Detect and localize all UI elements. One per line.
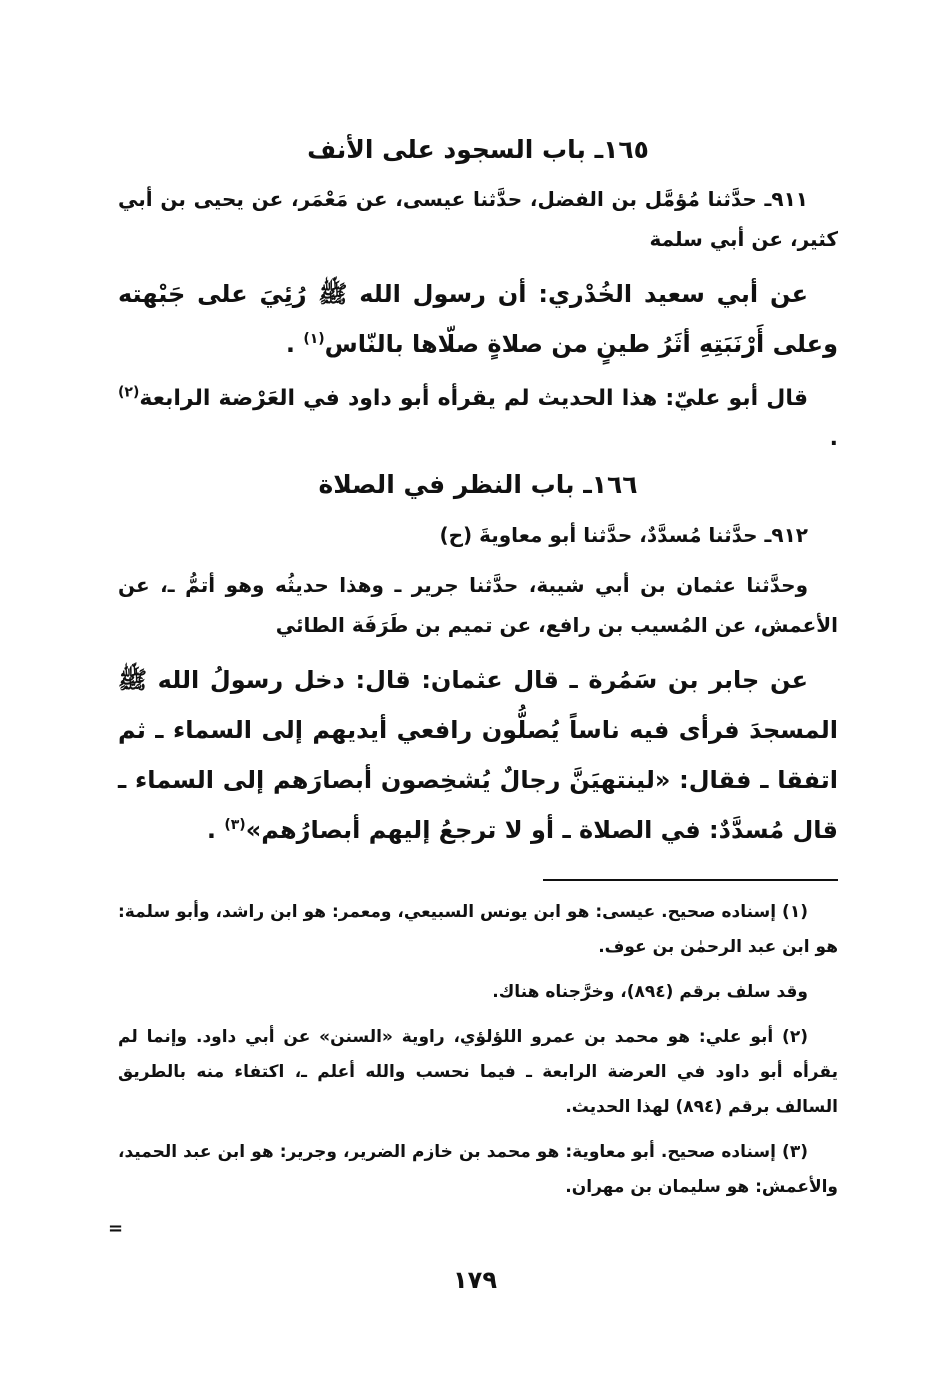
footnote-2: (٢) أبو علي: هو محمد بن عمرو اللؤلؤي، راوية «السنن» عن أبي داود. وإنما لم يقرأه أبو داود في العرضة الرابعة ـ فيما نحسب والله أعلم ـ، اكتفاء منه بالطريق السالف برقم (٨٩٤) لهذا الحديث. — [118, 1027, 838, 1117]
hadith-912-matn — [118, 655, 838, 855]
chapter-heading-166: ١٦٦ـ باب النظر في الصلاة — [318, 469, 638, 499]
hadith-912-matn-text: عن جابر بن سَمُرة ـ قال عثمان: قال: دخل رسولُ الله ﷺ المسجدَ فرأى فيه ناساً يُصلُّون رافعي أيديهم إلى السماء ـ ثم اتفقا ـ فقال: «لينتهيَنَّ رجالٌ يُشخِصون أبصارَهم إلى السماء ـ قال مُسدَّدٌ: في الصلاة ـ أو لا ترجعُ إليهم أبصارُهم» — [118, 666, 838, 844]
hadith-911-matn — [118, 269, 838, 369]
footnote-ref-3: (٣) — [224, 817, 246, 833]
footnote-1-a: (١) إسناده صحيح. عيسى: هو ابن يونس السبيعي، ومعمر: هو ابن راشد، وأبو سلمة: هو ابن عبد الرحمٰن بن عوف. — [118, 902, 838, 957]
hadith-911-matn-text: عن أبي سعيد الخُدْري: أن رسول الله ﷺ رُئِيَ على جَبْهته وعلى أَرْنَبَتِهِ أثَرُ طينٍ من صلاةٍ صلّاها بالنّاس — [118, 279, 838, 358]
footnote-1-b: وقد سلف برقم (٨٩٤)، وخرَّجناه هناك. — [492, 982, 808, 1002]
footnote-3: (٣) إسناده صحيح. أبو معاوية: هو محمد بن خازم الضرير، وجرير: هو ابن عبد الحميد، والأعمش: هو سليمان بن مهران. — [118, 1142, 838, 1197]
abu-ali-comment-end: . — [829, 425, 838, 451]
hadith-912-isnad-2: وحدَّثنا عثمان بن أبي شيبة، حدَّثنا جرير ـ وهذا حديثُه وهو أتمُّ ـ، عن الأعمش، عن المُسيب بن رافع، عن تميم بن طَرَفَة الطائي — [118, 573, 838, 637]
hadith-911-isnad: ٩١١ـ حدَّثنا مُؤمَّل بن الفضل، حدَّثنا عيسى، عن مَعْمَر، عن يحيى بن أبي كثير، عن أبي سلمة — [118, 186, 838, 251]
continuation-mark: = — [108, 1218, 124, 1239]
footnote-separator-wrap — [118, 865, 838, 895]
page-number: ١٧٩ — [453, 1266, 497, 1294]
chapter-heading-165: ١٦٥ـ باب السجود على الأنف — [307, 135, 649, 164]
footnote-ref-1: (١) — [303, 330, 325, 347]
abu-ali-comment — [118, 379, 838, 459]
footnote-ref-2: (٢) — [118, 384, 140, 401]
hadith-912-matn-end: . — [206, 816, 225, 844]
abu-ali-comment-text: قال أبو عليّ: هذا الحديث لم يقرأه أبو داود في العَرْضة الرابعة — [139, 385, 808, 411]
hadith-912-isnad-1: ٩١٢ـ حدَّثنا مُسدَّدٌ، حدَّثنا أبو معاويةَ (ح) — [439, 523, 808, 547]
page-body — [118, 128, 838, 1215]
footnote-separator — [543, 879, 838, 881]
hadith-911-matn-end: . — [285, 329, 304, 358]
